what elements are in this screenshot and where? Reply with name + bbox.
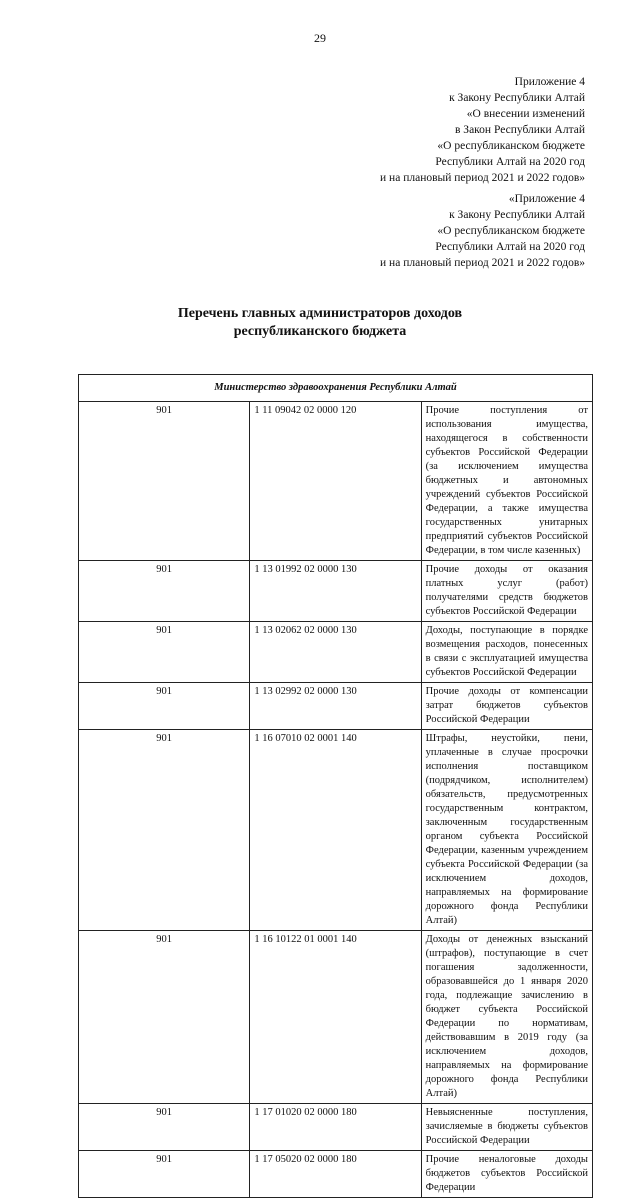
- revenue-name-cell: Прочие доходы от компенсации затрат бюджетов субъектов Российской Федерации: [421, 683, 592, 730]
- revenue-code-cell: 1 13 01992 02 0000 130: [250, 561, 421, 622]
- revenue-administrators-table: [78, 374, 593, 1198]
- revenue-name-cell: Прочие неналоговые доходы бюджетов субъектов Российской Федерации: [421, 1151, 592, 1198]
- revenue-code-cell: 1 17 05020 02 0000 180: [250, 1151, 421, 1198]
- revenue-code-cell: 1 17 01020 02 0000 180: [250, 1104, 421, 1151]
- annex-line: и на плановый период 2021 и 2022 годов»: [380, 172, 585, 184]
- admin-code-cell: 901: [79, 1104, 250, 1151]
- admin-code-cell: 901: [79, 402, 250, 561]
- annex-line: Приложение 4: [514, 76, 585, 88]
- annex-note-secondary: [380, 191, 585, 271]
- annex-line: «О внесении изменений: [466, 108, 585, 120]
- admin-code-cell: 901: [79, 931, 250, 1104]
- revenue-name-cell: Прочие доходы от оказания платных услуг (работ) получателями средств бюджетов субъектов Российской Федерации: [421, 561, 592, 622]
- table-row: [79, 931, 593, 1104]
- annex-line: к Закону Республики Алтай: [449, 92, 585, 104]
- annex-line: Республики Алтай на 2020 год: [435, 156, 585, 168]
- admin-code-cell: 901: [79, 622, 250, 683]
- annex-line: «О республиканском бюджете: [437, 140, 585, 152]
- revenue-name-cell: Штрафы, неустойки, пени, уплаченные в случае просрочки исполнения поставщиком (подрядчиком, исполнителем) обязательств, предусмотренных государственным контрактом, заключенным государственным органом субъекта Российской Федерации, казенным учреждением субъекта Российской Федерации (за исключением доходов, направляемых на формирование дорожного фонда Республики Алтай): [421, 730, 592, 931]
- revenue-code-cell: 1 13 02992 02 0000 130: [250, 683, 421, 730]
- annex-line: «О республиканском бюджете: [437, 225, 585, 237]
- document-title: [0, 305, 640, 341]
- table-row: [79, 1151, 593, 1198]
- annex-line: Республики Алтай на 2020 год: [435, 241, 585, 253]
- annex-line: «Приложение 4: [508, 193, 585, 205]
- section-header: Министерство здравоохранения Республики Алтай: [79, 375, 593, 402]
- admin-code-cell: 901: [79, 561, 250, 622]
- table-row: [79, 730, 593, 931]
- revenue-code-cell: 1 11 09042 02 0000 120: [250, 402, 421, 561]
- annex-line: к Закону Республики Алтай: [449, 209, 585, 221]
- admin-code-cell: 901: [79, 730, 250, 931]
- annex-note-primary: [380, 74, 585, 186]
- title-line-1: Перечень главных администраторов доходов: [177, 306, 463, 321]
- revenue-name-cell: Доходы от денежных взысканий (штрафов), поступающие в счет погашения задолженности, образовавшейся до 1 января 2020 года, подлежащие зачислению в бюджет субъекта Российской Федерации по нормативам, действовавшим в 2019 году (за исключением доходов, направляемых на формирование дорожного фонда Республики Алтай): [421, 931, 592, 1104]
- admin-code-cell: 901: [79, 683, 250, 730]
- revenue-name-cell: Прочие поступления от использования имущества, находящегося в собственности субъектов Российской Федерации (за исключением имущества бюджетных и автономных учреждений субъектов Российской Федерации, а также имущества государственных унитарных предприятий субъектов Российской Федерации, в том числе казенных): [421, 402, 592, 561]
- revenue-name-cell: Невыясненные поступления, зачисляемые в бюджеты субъектов Российской Федерации: [421, 1104, 592, 1151]
- page-number: 29: [314, 31, 326, 45]
- table-row: [79, 683, 593, 730]
- annex-line: и на плановый период 2021 и 2022 годов»: [380, 257, 585, 269]
- table-row: [79, 622, 593, 683]
- title-line-2: республиканского бюджета: [233, 324, 407, 339]
- table-row: [79, 402, 593, 561]
- revenue-name-cell: Доходы, поступающие в порядке возмещения расходов, понесенных в связи с эксплуатацией имущества субъектов Российской Федерации: [421, 622, 592, 683]
- table-section-row: [79, 375, 593, 402]
- table-row: [79, 561, 593, 622]
- revenue-code-cell: 1 16 10122 01 0001 140: [250, 931, 421, 1104]
- table-row: [79, 1104, 593, 1151]
- revenue-code-cell: 1 13 02062 02 0000 130: [250, 622, 421, 683]
- revenue-code-cell: 1 16 07010 02 0001 140: [250, 730, 421, 931]
- annex-line: в Закон Республики Алтай: [455, 124, 585, 136]
- admin-code-cell: 901: [79, 1151, 250, 1198]
